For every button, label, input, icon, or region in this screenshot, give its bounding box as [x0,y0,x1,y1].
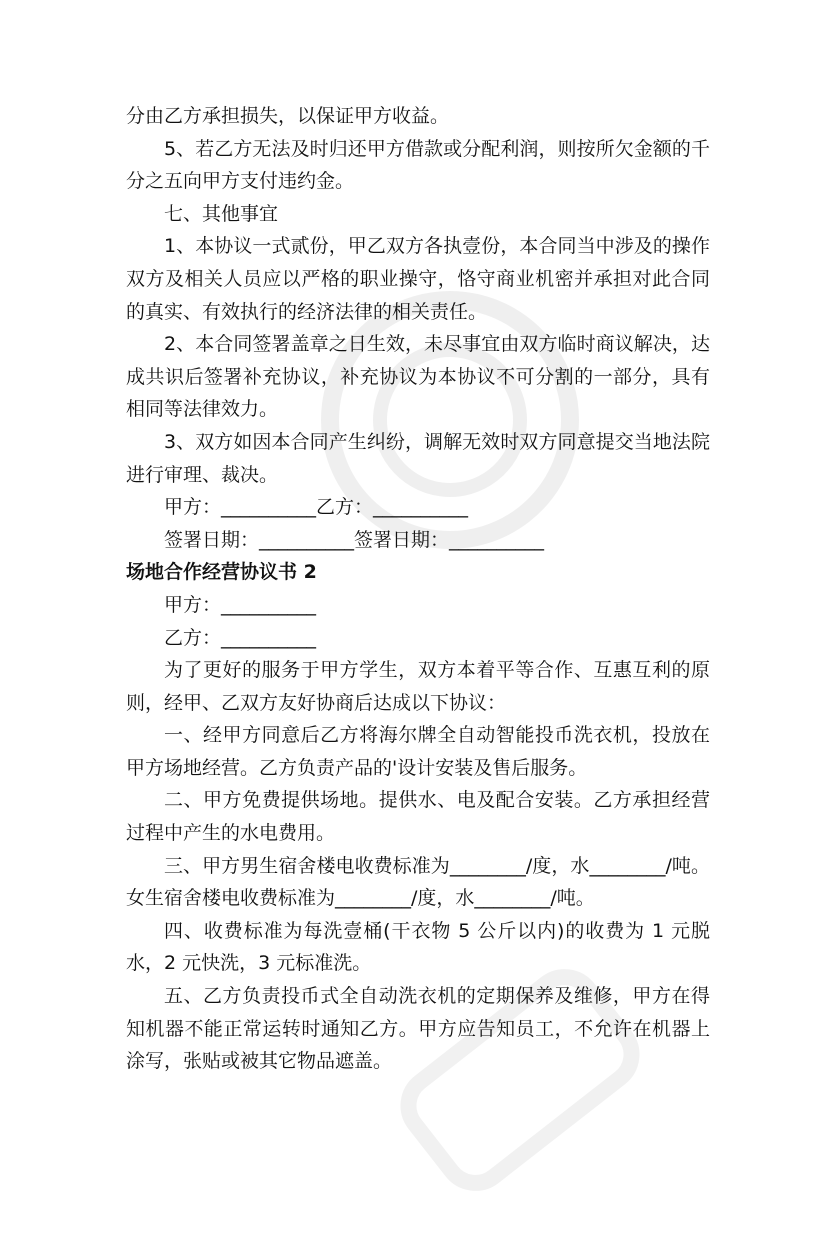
party-b-line: 乙方：__________ [164,626,317,649]
clause-four-fees: 四、收费标准为每洗壹桶(干衣物 5 公斤以内)的收费为 1 元脱水，2 元快洗，3 元标准洗。 [126,919,710,975]
party-a-line: 甲方：__________ [164,593,317,616]
paragraph-continuation: 分由乙方承担损失，以保证甲方收益。 [126,105,450,127]
document-body [126,100,710,1078]
clause-1-copies: 1、本协议一式贰份，甲乙双方各执壹份，本合同当中涉及的操作双方及相关人员应以严格的职业操守，恪守商业机密并承担对此合同的真实、有效执行的经济法律的相关责任。 [126,235,710,323]
preamble-paragraph: 为了更好的服务于甲方学生，双方本着平等合作、互惠互利的原则，经甲、乙双方友好协商后达成以下协议： [126,659,710,714]
signature-date-line: 签署日期：__________签署日期：__________ [164,528,545,551]
signature-parties-line: 甲方：__________乙方：__________ [164,496,469,519]
document-title-2: 场地合作经营协议书 2 [126,561,317,584]
clause-2-effective: 2、本合同签署盖章之日生效，未尽事宜由双方临时商议解决，达成共识后签署补充协议，补充协议为本协议不可分割的一部分，具有相同等法律效力。 [126,333,710,421]
clause-three-utility-rates: 三、甲方男生宿舍楼电收费标准为________/度，水________/吨。女生宿舍楼电收费标准为________/度，水________/吨。 [126,854,710,910]
clause-one-installation: 一、经甲方同意后乙方将海尔牌全自动智能投币洗衣机，投放在甲方场地经营。乙方负责产品的'设计安装及售后服务。 [126,724,710,779]
clause-3-disputes: 3、双方如因本合同产生纠纷，调解无效时双方同意提交当地法院进行审理、裁决。 [126,430,710,486]
clause-five-maintenance: 五、乙方负责投币式全自动洗衣机的定期保养及维修，甲方在得知机器不能正常运转时通知乙方。甲方应告知员工，不允许在机器上涂写，张贴或被其它物品遮盖。 [126,985,710,1073]
clause-5-penalty: 5、若乙方无法及时归还甲方借款或分配利润，则按所欠金额的千分之五向甲方支付违约金。 [126,137,710,193]
clause-two-venue: 二、甲方免费提供场地。提供水、电及配合安装。乙方承担经营过程中产生的水电费用。 [126,789,710,845]
section-heading-other-matters: 七、其他事宜 [164,202,279,225]
